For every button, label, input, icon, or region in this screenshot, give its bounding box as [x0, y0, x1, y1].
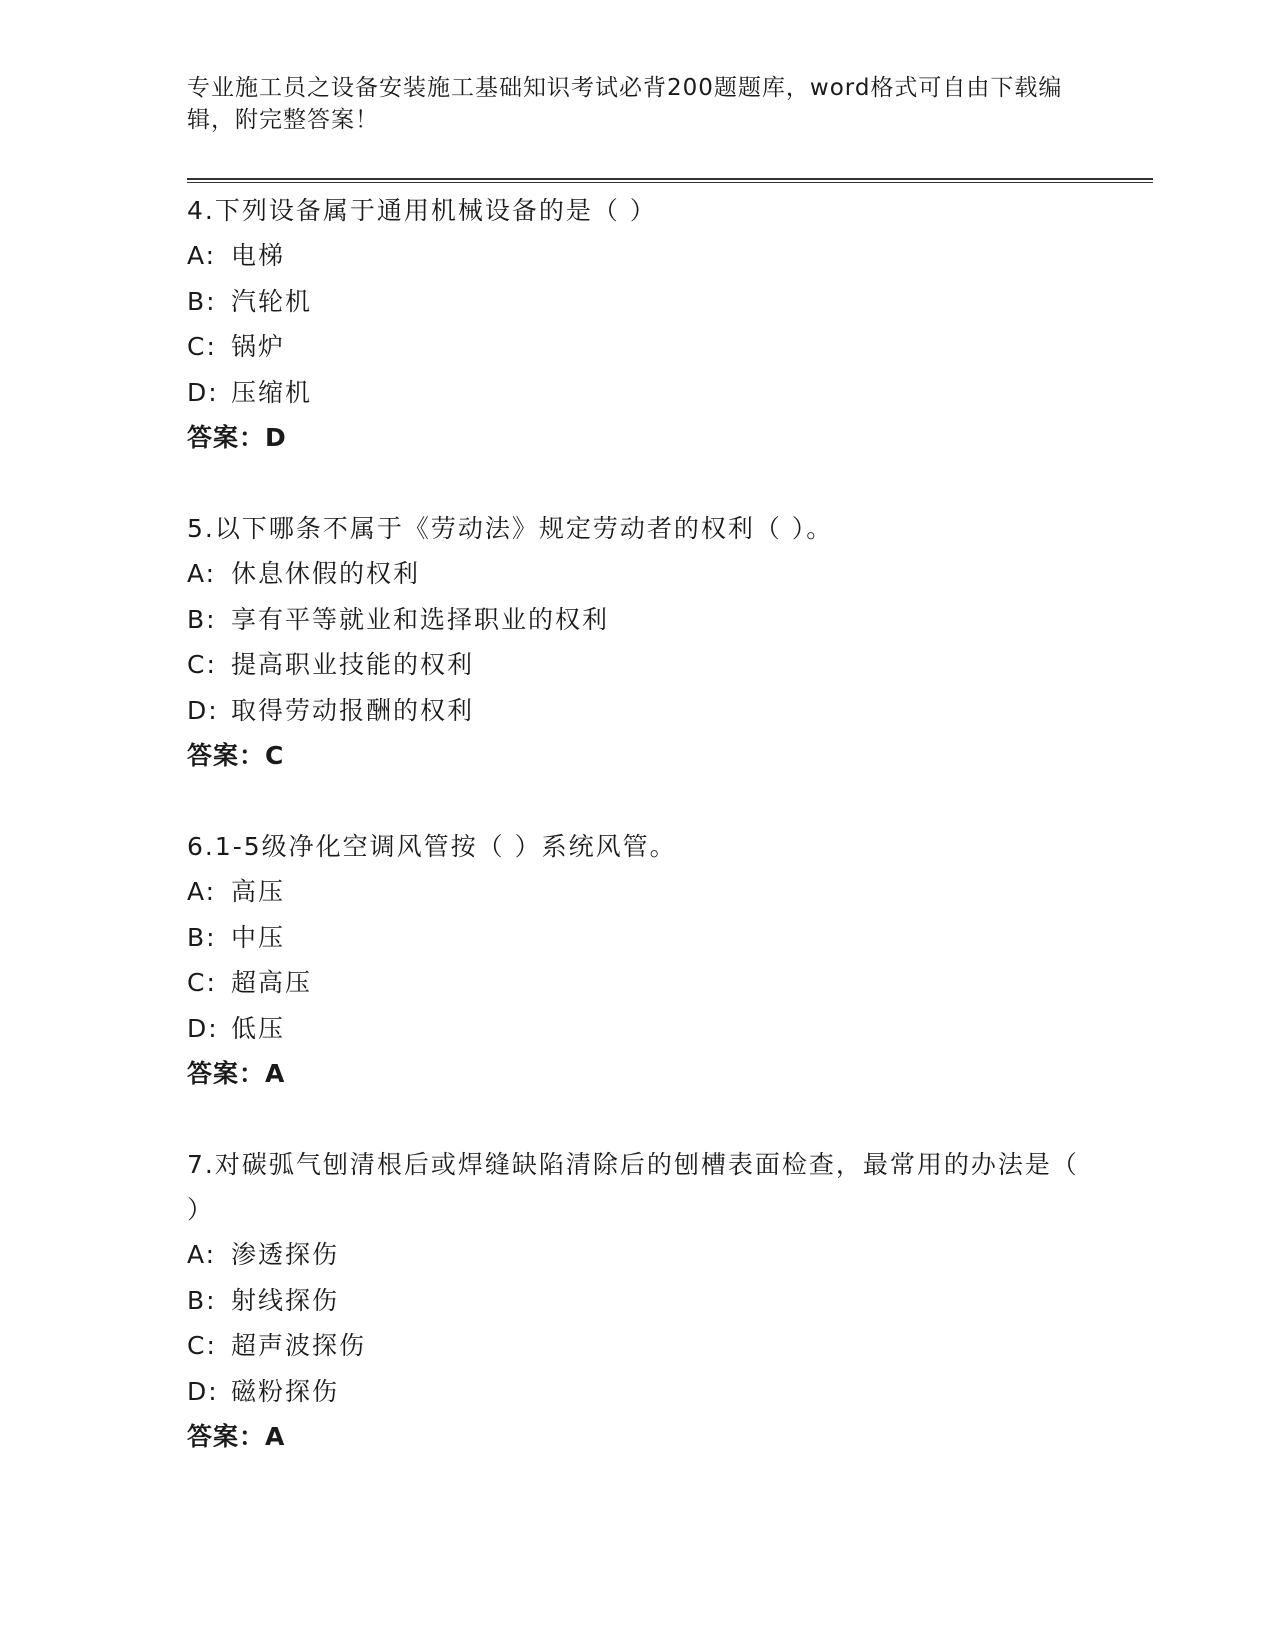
option-letter: B: — [187, 922, 217, 952]
option-letter: D: — [187, 377, 219, 407]
question-block — [187, 1142, 1087, 1459]
question-block — [187, 506, 1087, 778]
option-d — [187, 688, 1087, 734]
option-letter: A: — [187, 877, 217, 906]
option-b — [187, 1278, 1087, 1324]
option-text: 锅炉 — [231, 332, 286, 361]
option-text: 磁粉探伤 — [231, 1376, 340, 1406]
option-letter: D: — [187, 1013, 219, 1043]
option-letter: C: — [187, 332, 217, 361]
answer-line: 答案：D — [187, 423, 287, 452]
question-stem: 4.下列设备属于通用机械设备的是（ ） — [187, 196, 657, 225]
option-letter: C: — [187, 650, 217, 679]
answer-line: 答案：A — [187, 1422, 286, 1451]
option-text: 超声波探伤 — [231, 1331, 367, 1360]
answer-line: 答案：A — [187, 1059, 286, 1088]
option-text: 压缩机 — [231, 377, 313, 407]
option-d — [187, 1369, 1087, 1415]
option-letter: C: — [187, 968, 217, 997]
option-text: 休息休假的权利 — [231, 559, 421, 588]
option-letter: A: — [187, 241, 217, 270]
option-text: 提高职业技能的权利 — [231, 650, 475, 679]
option-text: 超高压 — [231, 968, 313, 997]
option-text: 中压 — [231, 922, 286, 952]
option-letter: D: — [187, 1376, 219, 1406]
option-letter: B: — [187, 1285, 217, 1315]
document-header: 专业施工员之设备安装施工基础知识考试必背200题题库，word格式可自由下载编辑，附完整答案！ — [187, 75, 1063, 133]
option-letter: A: — [187, 559, 217, 588]
question-stem: 5.以下哪条不属于《劳动法》规定劳动者的权利（ ）。 — [187, 514, 834, 543]
option-letter: B: — [187, 604, 217, 634]
option-text: 低压 — [231, 1013, 286, 1043]
option-letter: A: — [187, 1240, 217, 1269]
option-letter: D: — [187, 695, 219, 725]
option-text: 电梯 — [231, 241, 286, 270]
option-text: 汽轮机 — [231, 286, 313, 316]
option-a — [187, 551, 1087, 597]
option-letter: B: — [187, 286, 217, 316]
option-b — [187, 279, 1087, 325]
option-text: 取得劳动报酬的权利 — [231, 695, 475, 725]
option-text: 享有平等就业和选择职业的权利 — [231, 604, 610, 634]
question-stem: 7.对碳弧气刨清根后或焊缝缺陷清除后的刨槽表面检查，最常用的办法是（ ） — [187, 1150, 1079, 1224]
option-letter: C: — [187, 1331, 217, 1360]
option-d — [187, 370, 1087, 416]
option-c — [187, 960, 1087, 1006]
option-b — [187, 597, 1087, 643]
question-block — [187, 188, 1087, 460]
option-d — [187, 1006, 1087, 1052]
option-a — [187, 233, 1087, 279]
question-block — [187, 824, 1087, 1096]
option-c — [187, 1323, 1087, 1369]
option-a — [187, 1232, 1087, 1278]
option-text: 渗透探伤 — [231, 1240, 340, 1269]
option-b — [187, 915, 1087, 961]
option-c — [187, 642, 1087, 688]
answer-line: 答案：C — [187, 741, 285, 770]
question-stem: 6.1-5级净化空调风管按（ ）系统风管。 — [187, 832, 677, 861]
header-divider — [187, 178, 1153, 183]
option-c — [187, 324, 1087, 370]
option-a — [187, 869, 1087, 915]
option-text: 高压 — [231, 877, 286, 906]
option-text: 射线探伤 — [231, 1285, 340, 1315]
